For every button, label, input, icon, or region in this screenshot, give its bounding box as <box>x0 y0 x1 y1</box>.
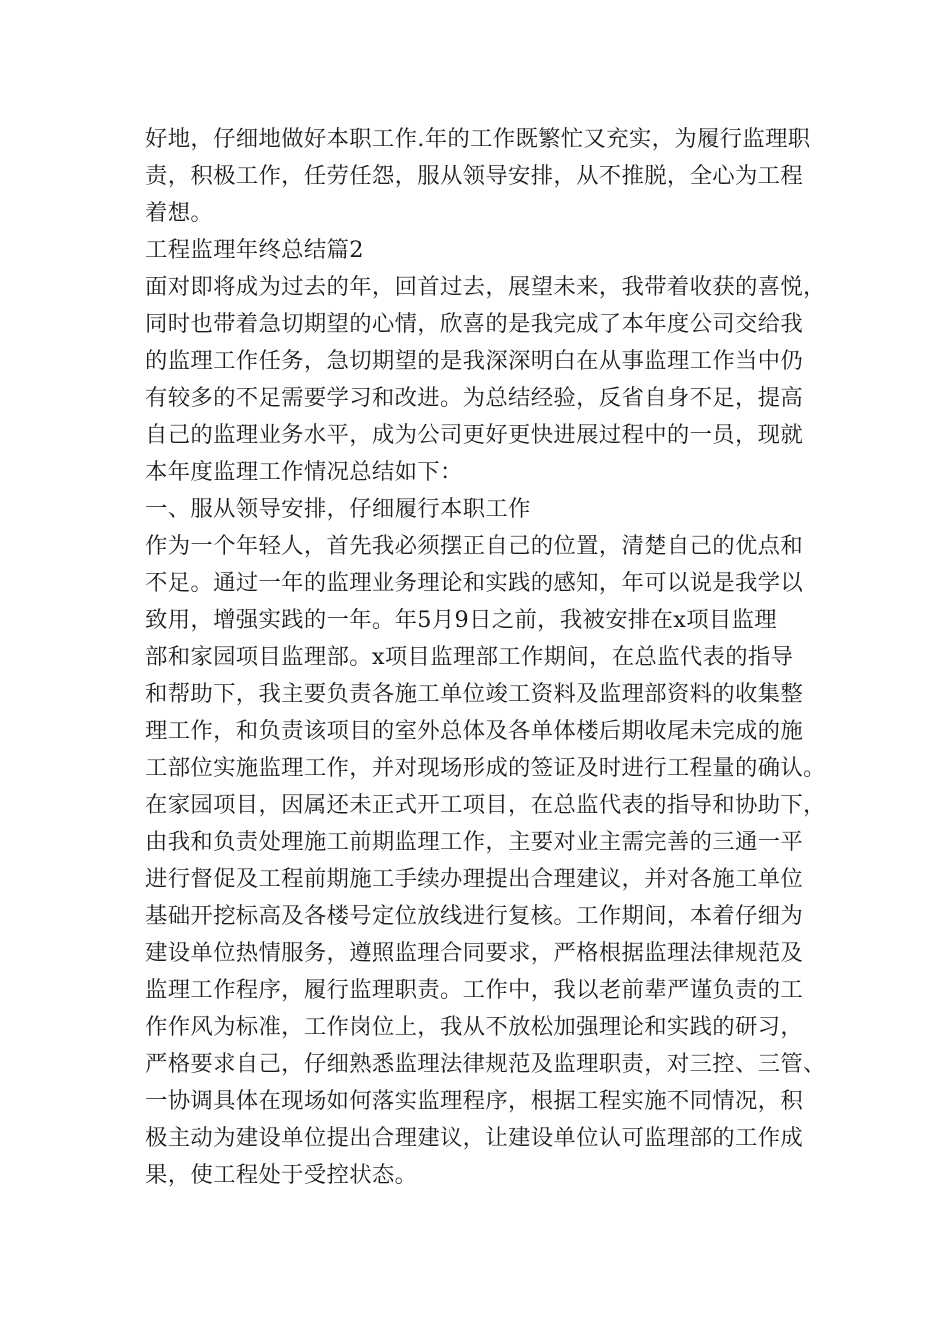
text-line: 自己的监理业务水平，成为公司更好更快进展过程中的一员，现就 <box>145 422 804 448</box>
text-line: 作为一个年轻人，首先我必须摆正自己的位置，清楚自己的优点和 <box>145 533 804 559</box>
text-line: 着想。 <box>145 200 214 226</box>
text-line: 理工作，和负责该项目的室外总体及各单体楼后期收尾未完成的施 <box>145 718 804 744</box>
text-line: 工部位实施监理工作，并对现场形成的签证及时进行工程量的确认。 <box>145 755 826 781</box>
text-line: 本年度监理工作情况总结如下： <box>145 459 463 485</box>
text-line: 基础开挖标高及各楼号定位放线进行复核。工作期间，本着仔细为 <box>145 903 804 929</box>
text-line: 建设单位热情服务，遵照监理合同要求，严格根据监理法律规范及 <box>145 940 804 966</box>
text-line: 极主动为建设单位提出合理建议，让建设单位认可监理部的工作成 <box>145 1125 804 1151</box>
text-line: 一协调具体在现场如何落实监理程序，根据工程实施不同情况，积 <box>145 1088 804 1114</box>
text-line: 不足。通过一年的监理业务理论和实践的感知，年可以说是我学以 <box>145 570 804 596</box>
document-body <box>145 121 826 1194</box>
text-line: 面对即将成为过去的年，回首过去，展望未来，我带着收获的喜悦， <box>145 274 826 300</box>
text-line: 同时也带着急切期望的心情，欣喜的是我完成了本年度公司交给我 <box>145 311 804 337</box>
text-line: 部和家园项目监理部。x项目监理部工作期间，在总监代表的指导 <box>145 644 794 670</box>
text-line: 果，使工程处于受控状态。 <box>145 1162 418 1188</box>
text-line: 和帮助下，我主要负责各施工单位竣工资料及监理部资料的收集整 <box>145 681 804 707</box>
text-line: 有较多的不足需要学习和改进。为总结经验，反省自身不足，提高 <box>145 385 804 411</box>
text-line: 严格要求自己，仔细熟悉监理法律规范及监理职责，对三控、三管、 <box>145 1051 826 1077</box>
text-line: 致用，增强实践的一年。年5月9日之前，我被安排在x项目监理 <box>145 607 777 633</box>
text-line: 在家园项目，因属还未正式开工项目，在总监代表的指导和协助下， <box>145 792 826 818</box>
text-line: 由我和负责处理施工前期监理工作，主要对业主需完善的三通一平 <box>145 829 804 855</box>
text-line: 的监理工作任务，急切期望的是我深深明白在从事监理工作当中仍 <box>145 348 804 374</box>
text-line: 好地，仔细地做好本职工作.年的工作既繁忙又充实，为履行监理职 <box>145 126 811 152</box>
section-heading: 工程监理年终总结篇2 <box>145 237 364 263</box>
text-line: 监理工作程序，履行监理职责。工作中，我以老前辈严谨负责的工 <box>145 977 804 1003</box>
subsection-heading: 一、服从领导安排，仔细履行本职工作 <box>145 496 531 522</box>
text-line: 作作风为标准，工作岗位上，我从不放松加强理论和实践的研习， <box>145 1014 804 1040</box>
text-line: 进行督促及工程前期施工手续办理提出合理建议，并对各施工单位 <box>145 866 804 892</box>
text-line: 责，积极工作，任劳任怨，服从领导安排，从不推脱，全心为工程 <box>145 163 804 189</box>
